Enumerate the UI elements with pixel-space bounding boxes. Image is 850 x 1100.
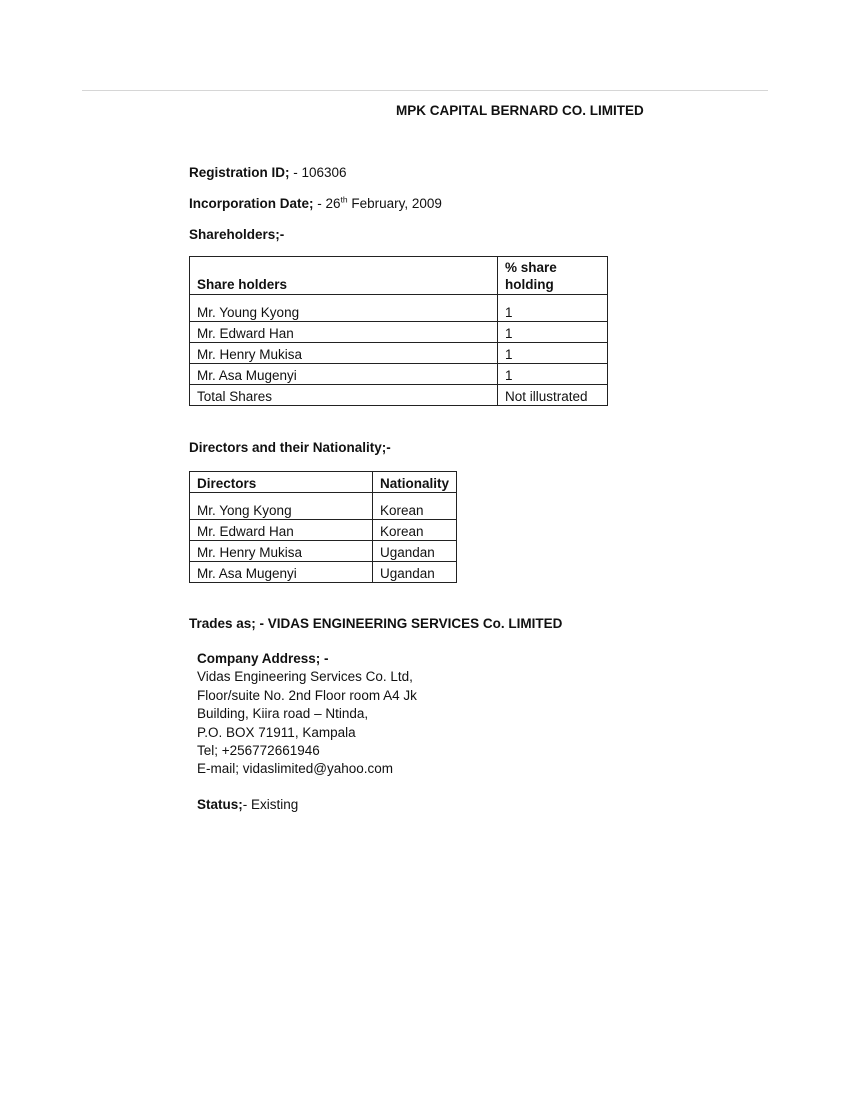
- address-line: Building, Kiira road – Ntinda,: [197, 706, 369, 722]
- directors-table: [189, 471, 457, 583]
- table-row: [190, 343, 608, 364]
- table-row: [190, 562, 457, 583]
- table-row: [190, 364, 608, 385]
- address-line: Vidas Engineering Services Co. Ltd,: [197, 669, 413, 685]
- shareholder-pct: 1: [498, 364, 608, 385]
- shareholder-pct: 1: [498, 295, 608, 322]
- shareholder-pct: 1: [498, 343, 608, 364]
- directors-table-header: [190, 472, 457, 493]
- shareholders-header-pct-line1: % share: [505, 260, 557, 275]
- shareholders-table: [189, 256, 608, 406]
- director-name: Mr. Henry Mukisa: [190, 541, 373, 562]
- address-email: E-mail; vidaslimited@yahoo.com: [197, 761, 394, 777]
- directors-header-nationality: Nationality: [373, 472, 457, 493]
- shareholder-pct: 1: [498, 322, 608, 343]
- incorporation-date-day: - 26: [313, 196, 341, 211]
- registration-id-value: - 106306: [289, 165, 347, 180]
- address-phone: Tel; +256772661946: [197, 743, 320, 759]
- status-label: Status;: [197, 797, 243, 812]
- director-name: Mr. Asa Mugenyi: [190, 562, 373, 583]
- header-divider: [82, 90, 768, 91]
- incorporation-date-rest: February, 2009: [347, 196, 442, 211]
- director-nationality: Korean: [373, 493, 457, 520]
- director-nationality: Ugandan: [373, 541, 457, 562]
- shareholders-header-pct-line2: holding: [505, 277, 554, 292]
- director-name: Mr. Edward Han: [190, 520, 373, 541]
- table-row: [190, 493, 457, 520]
- incorporation-date-line: [189, 196, 442, 211]
- table-row: [190, 520, 457, 541]
- shareholder-name: Mr. Asa Mugenyi: [190, 364, 498, 385]
- director-nationality: Korean: [373, 520, 457, 541]
- total-shares-value: Not illustrated: [498, 385, 608, 406]
- address-line: P.O. BOX 71911, Kampala: [197, 724, 356, 740]
- company-address-label: Company Address; -: [197, 651, 329, 666]
- shareholder-name: Mr. Young Kyong: [190, 295, 498, 322]
- document-title: MPK CAPITAL BERNARD CO. LIMITED: [396, 103, 644, 118]
- shareholders-table-header: [190, 257, 608, 295]
- status-value: - Existing: [242, 797, 299, 812]
- table-row: [190, 322, 608, 343]
- trades-as-line: Trades as; - VIDAS ENGINEERING SERVICES Co. LIMITED: [189, 616, 563, 631]
- company-address: [197, 650, 417, 779]
- shareholders-header-name: Share holders: [190, 257, 498, 295]
- shareholder-name: Mr. Edward Han: [190, 322, 498, 343]
- status-line: [197, 797, 298, 812]
- incorporation-date-ordinal: th: [340, 194, 348, 205]
- shareholders-header-pct: [498, 257, 608, 295]
- table-row: [190, 541, 457, 562]
- registration-id-line: [189, 165, 347, 180]
- directors-heading: Directors and their Nationality;-: [189, 440, 391, 455]
- director-name: Mr. Yong Kyong: [190, 493, 373, 520]
- shareholders-heading: Shareholders;-: [189, 227, 285, 242]
- address-line: Floor/suite No. 2nd Floor room A4 Jk: [197, 687, 417, 703]
- registration-id-label: Registration ID;: [189, 165, 290, 180]
- incorporation-date-label: Incorporation Date;: [189, 196, 314, 211]
- table-row: [190, 385, 608, 406]
- shareholder-name: Mr. Henry Mukisa: [190, 343, 498, 364]
- directors-header-name: Directors: [190, 472, 373, 493]
- total-shares-label: Total Shares: [190, 385, 498, 406]
- director-nationality: Ugandan: [373, 562, 457, 583]
- table-row: [190, 295, 608, 322]
